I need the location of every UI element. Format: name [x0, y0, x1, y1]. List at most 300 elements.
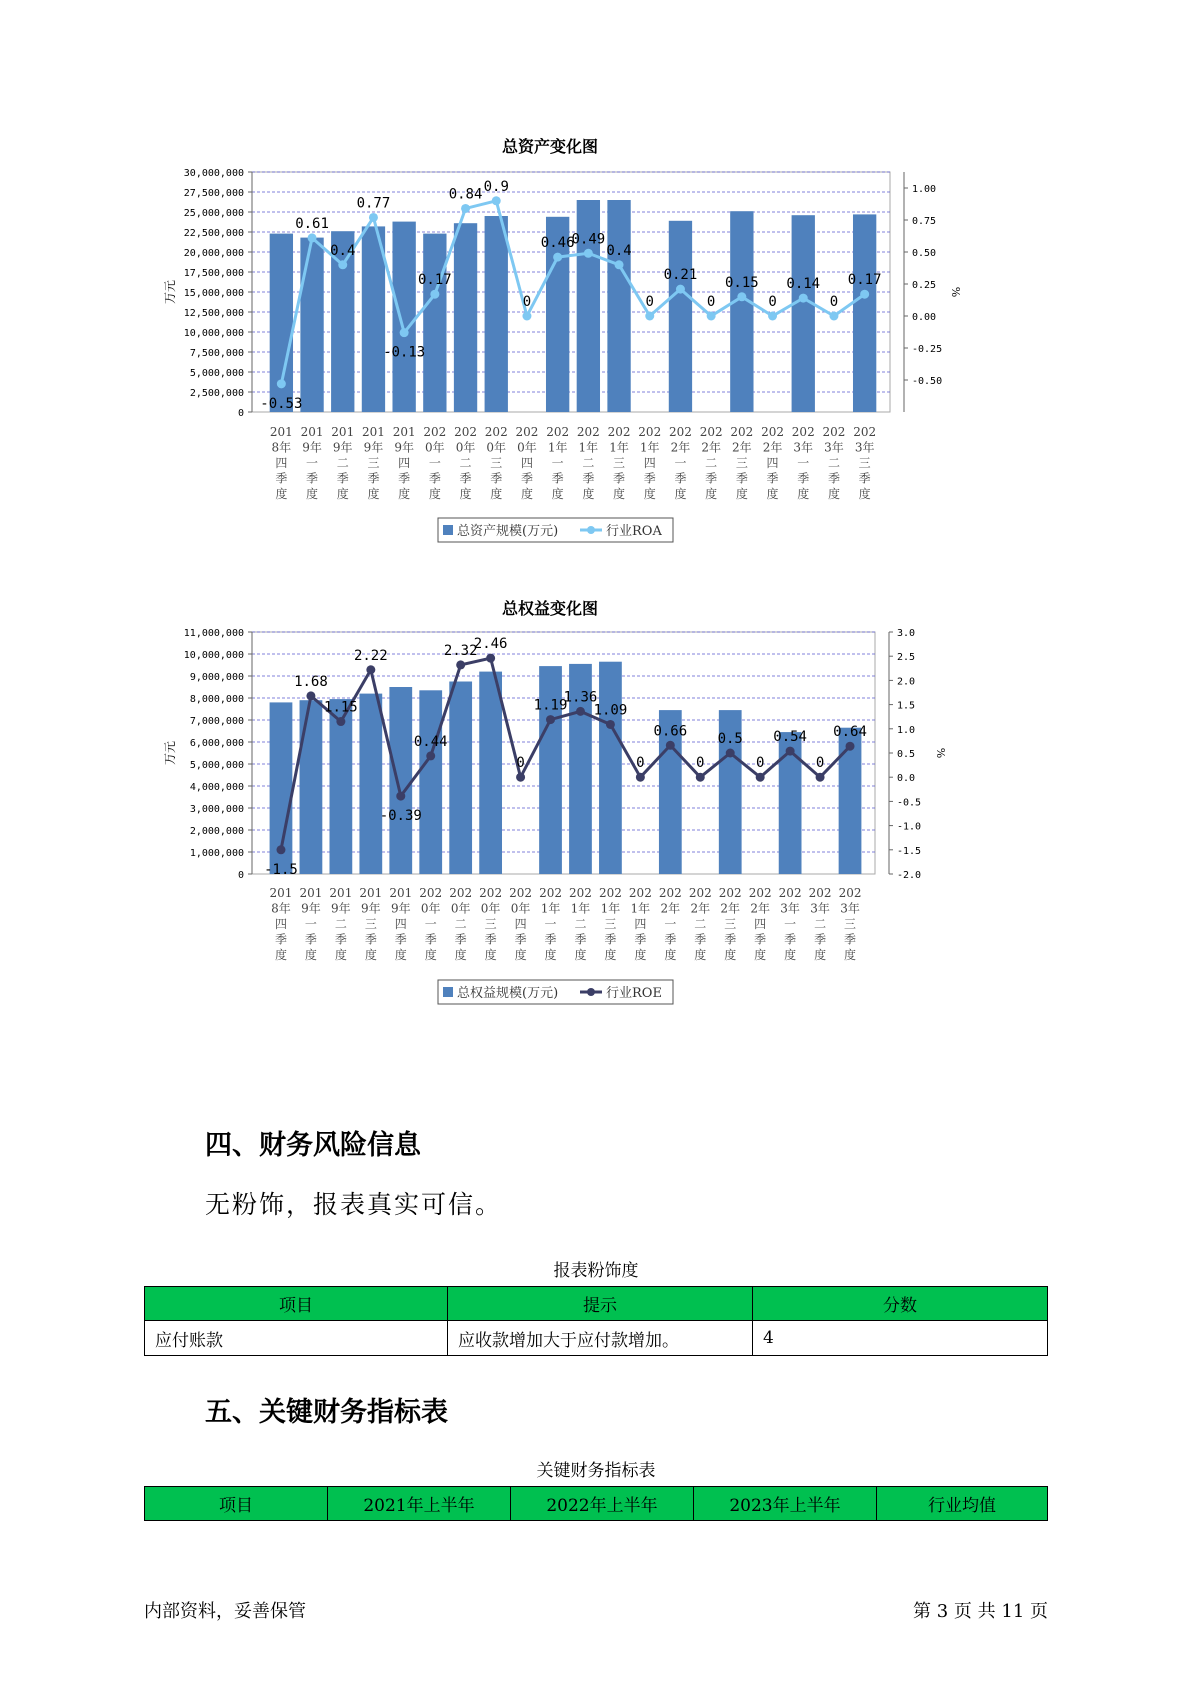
x-tick-label: 三 — [604, 917, 617, 931]
series-point — [516, 773, 525, 782]
x-tick-label: 度 — [724, 948, 737, 962]
data-label: 0 — [645, 294, 654, 310]
x-tick-label: 3年 — [824, 440, 844, 455]
table-header-cell: 项目 — [145, 1287, 448, 1321]
x-tick-label: 201 — [269, 425, 293, 439]
x-tick-label: 度 — [398, 487, 411, 501]
x-tick-label: 度 — [336, 487, 349, 501]
x-tick-label: 度 — [613, 487, 626, 501]
x-tick-label: 度 — [634, 948, 647, 962]
x-tick-label: 2年 — [670, 440, 691, 455]
x-tick-label: 度 — [394, 948, 407, 962]
x-tick-label: 202 — [419, 886, 443, 900]
x-tick-label: 2年 — [660, 901, 681, 916]
y2-tick-label: 2.0 — [897, 676, 916, 688]
series-point — [366, 665, 375, 674]
x-tick-label: 度 — [754, 948, 767, 962]
data-label: 0.66 — [653, 723, 688, 740]
x-tick-label: 202 — [638, 425, 662, 439]
x-tick-label: 季 — [459, 471, 472, 486]
x-tick-label: 季 — [490, 471, 503, 486]
data-label: 0.17 — [417, 272, 452, 289]
footer-page-number: 第 3 页 共 11 页 — [913, 1601, 1048, 1622]
bar — [449, 682, 472, 875]
y-tick-label: 22,500,000 — [183, 228, 244, 239]
x-tick-label: 季 — [364, 932, 377, 947]
y-tick-label: 4,000,000 — [189, 782, 244, 793]
x-tick-label: 度 — [643, 487, 656, 501]
x-tick-label: 度 — [490, 487, 503, 501]
y2-tick-label: -0.50 — [912, 376, 943, 387]
x-tick-label: 二 — [705, 456, 718, 470]
x-tick-label: 0年 — [425, 440, 445, 455]
footer-left: 内部资料，妥善保管 — [144, 1601, 306, 1622]
x-tick-label: 度 — [364, 948, 377, 962]
bar — [599, 662, 622, 874]
x-tick-label: 2年 — [720, 901, 741, 916]
x-tick-label: 202 — [778, 886, 802, 900]
y2-tick-label: 1.0 — [897, 724, 916, 736]
x-tick-label: 度 — [484, 948, 497, 962]
data-label: 0 — [696, 755, 705, 772]
x-tick-label: 3年 — [810, 901, 830, 916]
x-tick-label: 季 — [336, 471, 349, 486]
y-tick-label: 12,500,000 — [183, 308, 244, 319]
x-tick-label: 8年 — [271, 901, 291, 916]
x-tick-label: 0年 — [480, 901, 501, 916]
data-label: 0 — [768, 294, 777, 310]
series-point — [576, 707, 585, 716]
x-tick-label: 四 — [766, 456, 779, 470]
x-tick-label: 季 — [398, 471, 411, 486]
x-tick-label: 202 — [598, 886, 622, 900]
x-tick-label: 二 — [827, 456, 840, 470]
x-tick-label: 202 — [628, 886, 652, 900]
y2-tick-label: -1.5 — [897, 845, 922, 857]
legend-label: 总权益规模(万元) — [457, 986, 559, 1001]
x-tick-label: 202 — [718, 886, 742, 900]
x-tick-label: 季 — [275, 471, 288, 486]
x-tick-label: 一 — [674, 456, 687, 470]
y2-tick-label: -1.0 — [897, 821, 922, 833]
window-dressing-table — [144, 1286, 1048, 1356]
x-tick-label: 度 — [367, 487, 380, 501]
bar — [389, 687, 412, 874]
x-tick-label: 季 — [520, 471, 533, 486]
y-tick-label: 2,000,000 — [189, 826, 244, 837]
data-label: -0.39 — [379, 808, 422, 825]
table-row — [145, 1321, 1048, 1356]
y2-axis-label: % — [949, 286, 962, 298]
x-tick-label: 202 — [484, 425, 508, 439]
y2-tick-label: 0.75 — [912, 216, 937, 227]
x-tick-label: 季 — [304, 932, 317, 947]
x-tick-label: 201 — [331, 425, 355, 439]
y-tick-label: 10,000,000 — [183, 650, 244, 661]
y-tick-label: 7,500,000 — [189, 348, 244, 359]
table-caption: 报表粉饰度 — [553, 1261, 639, 1281]
series-point — [786, 747, 795, 756]
table-cell: 应付账款 — [145, 1321, 448, 1356]
data-label: 1.68 — [294, 673, 328, 690]
x-tick-label: 8年 — [271, 440, 292, 455]
x-tick-label: 度 — [574, 948, 587, 962]
y-tick-label: 7,000,000 — [189, 716, 244, 727]
x-tick-label: 季 — [814, 932, 827, 947]
x-tick-label: 2年 — [701, 440, 721, 455]
y-tick-label: 17,500,000 — [183, 268, 244, 279]
x-tick-label: 二 — [334, 917, 347, 931]
x-tick-label: 度 — [694, 948, 707, 962]
data-label: 0.17 — [847, 272, 882, 289]
x-tick-label: 度 — [814, 948, 827, 962]
x-tick-label: 202 — [569, 886, 592, 900]
x-tick-label: 3年 — [793, 440, 814, 455]
x-tick-label: 9年 — [332, 440, 353, 455]
y-tick-label: 2,500,000 — [189, 388, 244, 399]
y2-tick-label: -2.0 — [897, 870, 922, 881]
y-tick-label: 6,000,000 — [189, 738, 244, 749]
x-tick-label: 季 — [334, 932, 347, 947]
x-tick-label: 0年 — [420, 901, 441, 916]
series-point — [666, 741, 675, 750]
x-tick-label: 202 — [423, 425, 447, 439]
data-label: 2.22 — [353, 647, 388, 664]
legend-swatch-marker — [587, 988, 595, 996]
y2-tick-label: 1.5 — [897, 700, 916, 712]
x-tick-label: 202 — [668, 425, 692, 439]
x-tick-label: 二 — [694, 917, 707, 931]
x-tick-label: 201 — [389, 886, 413, 900]
data-label: 0 — [636, 755, 645, 772]
x-tick-label: 季 — [664, 932, 677, 947]
x-tick-label: 3年 — [780, 901, 800, 916]
chart-title: 总权益变化图 — [501, 599, 598, 618]
x-tick-label: 1年 — [609, 440, 629, 455]
x-tick-label: 季 — [394, 932, 407, 947]
x-tick-label: 二 — [336, 456, 349, 470]
x-tick-label: 0年 — [510, 901, 531, 916]
x-tick-label: 一 — [428, 456, 441, 470]
key-indicators-table — [144, 1486, 1048, 1521]
x-tick-label: 0年 — [455, 440, 476, 455]
y2-tick-label: 3.0 — [897, 628, 916, 639]
data-label: 2.32 — [443, 642, 478, 659]
x-tick-label: 度 — [674, 487, 687, 501]
x-tick-label: 度 — [424, 948, 437, 962]
series-point — [306, 691, 315, 700]
data-label: 0 — [706, 294, 716, 310]
x-tick-label: 季 — [735, 471, 748, 486]
table-header-row — [145, 1487, 1048, 1521]
y-tick-label: 11,000,000 — [183, 628, 244, 639]
x-tick-label: 202 — [509, 886, 533, 900]
data-label: 0.61 — [295, 215, 329, 232]
data-label: 0.4 — [330, 242, 356, 259]
table-cell: 4 — [753, 1321, 1048, 1356]
x-tick-label: 202 — [730, 425, 754, 439]
x-tick-label: 三 — [490, 456, 503, 470]
x-tick-label: 2年 — [690, 901, 711, 916]
y-axis-label: 万元 — [163, 740, 177, 766]
series-point — [546, 715, 555, 724]
x-tick-label: 一 — [797, 456, 810, 470]
x-tick-label: 度 — [514, 948, 527, 962]
x-tick-label: 四 — [275, 456, 288, 470]
x-tick-label: 202 — [822, 425, 846, 439]
x-tick-label: 202 — [449, 886, 473, 900]
series-point — [696, 773, 705, 782]
x-tick-label: 季 — [428, 471, 441, 486]
x-tick-label: 201 — [299, 886, 323, 900]
x-tick-label: 季 — [454, 932, 467, 947]
x-tick-label: 202 — [515, 425, 539, 439]
data-label: -0.53 — [260, 395, 303, 412]
y2-axis-label: % — [934, 747, 947, 759]
x-tick-label: 9年 — [363, 440, 384, 455]
x-tick-label: 202 — [761, 425, 785, 439]
x-tick-label: 三 — [613, 456, 626, 470]
series-point — [606, 720, 615, 729]
x-tick-label: 四 — [394, 917, 407, 931]
x-tick-label: 202 — [838, 886, 862, 900]
legend-label: 总资产规模(万元) — [457, 524, 559, 539]
data-label: 0.5 — [717, 731, 743, 747]
x-tick-label: 四 — [398, 456, 411, 470]
x-tick-label: 202 — [479, 886, 503, 900]
x-tick-label: 季 — [858, 471, 871, 486]
legend-label: 行业ROA — [606, 524, 662, 539]
bar — [419, 690, 442, 874]
data-label: 0.9 — [483, 178, 509, 195]
y2-tick-label: 0.00 — [912, 312, 937, 323]
series-point — [726, 749, 735, 758]
x-tick-label: 0年 — [486, 440, 507, 455]
data-label: 0.4 — [606, 242, 632, 259]
x-tick-label: 度 — [459, 487, 472, 501]
x-tick-label: 三 — [735, 456, 748, 470]
x-tick-label: 度 — [858, 487, 871, 501]
x-tick-label: 季 — [634, 932, 647, 947]
x-tick-label: 三 — [367, 456, 380, 470]
x-tick-label: 201 — [329, 886, 353, 900]
x-tick-label: 季 — [574, 932, 587, 947]
series-point — [276, 845, 285, 854]
x-tick-label: 季 — [694, 932, 707, 947]
data-label: 0.77 — [356, 195, 391, 212]
y-tick-label: 25,000,000 — [183, 208, 244, 219]
x-tick-label: 度 — [428, 487, 441, 501]
y-tick-label: 0 — [237, 870, 244, 881]
y2-tick-label: 0.25 — [912, 280, 937, 291]
x-tick-label: 四 — [634, 917, 647, 931]
data-label: 1.36 — [563, 689, 598, 706]
data-label: 0 — [755, 755, 765, 772]
y-tick-label: 30,000,000 — [183, 168, 244, 179]
x-tick-label: 9年 — [390, 901, 411, 916]
x-tick-label: 201 — [392, 425, 416, 439]
x-tick-label: 0年 — [517, 440, 537, 455]
x-tick-label: 季 — [484, 932, 497, 947]
x-tick-label: 季 — [613, 471, 626, 486]
series-point — [636, 773, 645, 782]
x-tick-label: 1年 — [570, 901, 591, 916]
x-tick-label: 季 — [514, 932, 527, 947]
x-tick-label: 四 — [514, 917, 527, 931]
x-tick-label: 202 — [791, 425, 815, 439]
x-tick-label: 度 — [582, 487, 595, 501]
y-tick-label: 9,000,000 — [189, 672, 244, 683]
data-label: 0.21 — [663, 267, 698, 284]
bar — [479, 672, 502, 874]
series-point — [426, 751, 435, 760]
y-tick-label: 5,000,000 — [189, 760, 244, 771]
x-tick-label: 201 — [361, 425, 385, 439]
x-tick-label: 一 — [306, 456, 319, 470]
x-tick-label: 202 — [748, 886, 772, 900]
data-label: 0 — [829, 294, 839, 310]
x-tick-label: 度 — [766, 487, 779, 501]
x-tick-label: 一 — [551, 456, 564, 470]
section-heading-risk: 四、财务风险信息 — [205, 1130, 421, 1161]
x-tick-label: 季 — [551, 471, 564, 486]
x-tick-label: 季 — [766, 471, 779, 486]
x-tick-label: 季 — [724, 932, 737, 947]
x-tick-label: 9年 — [331, 901, 351, 916]
data-label: -0.13 — [383, 344, 426, 361]
y-tick-label: 5,000,000 — [189, 368, 244, 379]
x-tick-label: 202 — [688, 886, 712, 900]
x-tick-label: 202 — [576, 425, 600, 439]
data-label: -1.5 — [264, 861, 298, 878]
data-label: 1.15 — [324, 699, 358, 716]
table-header-row — [145, 1287, 1048, 1321]
x-tick-label: 度 — [304, 948, 317, 962]
x-tick-label: 三 — [724, 917, 737, 931]
x-tick-label: 季 — [827, 471, 840, 486]
x-tick-label: 0年 — [450, 901, 471, 916]
section-heading-key-indicators: 五、关键财务指标表 — [205, 1397, 448, 1428]
x-tick-label: 季 — [797, 471, 810, 486]
x-tick-label: 1年 — [578, 440, 599, 455]
data-label: 1.09 — [593, 702, 628, 719]
x-tick-label: 2年 — [732, 440, 752, 455]
x-tick-label: 1年 — [540, 901, 561, 916]
x-tick-label: 三 — [844, 917, 857, 931]
y-axis-label: 万元 — [163, 279, 177, 305]
x-tick-label: 度 — [544, 948, 557, 962]
x-tick-label: 度 — [705, 487, 718, 501]
data-label: 0.54 — [773, 729, 807, 746]
x-tick-label: 2年 — [750, 901, 770, 916]
total-equity-chart-svg — [150, 0, 950, 1030]
y2-tick-label: 0.50 — [912, 248, 937, 259]
data-label: 0.44 — [413, 733, 448, 750]
x-tick-label: 一 — [784, 917, 797, 931]
table-header-cell: 提示 — [448, 1287, 753, 1321]
x-tick-label: 9年 — [301, 901, 321, 916]
x-tick-label: 二 — [574, 917, 587, 931]
legend-label: 行业ROE — [606, 986, 662, 1001]
x-tick-label: 四 — [520, 456, 533, 470]
x-tick-label: 度 — [551, 487, 564, 501]
x-tick-label: 一 — [664, 917, 677, 931]
series-point — [816, 773, 825, 782]
x-tick-label: 季 — [306, 471, 319, 486]
x-tick-label: 9年 — [302, 440, 322, 455]
data-label: 1.19 — [533, 697, 568, 714]
x-tick-label: 度 — [520, 487, 533, 501]
table-header-cell: 2021年上半年 — [328, 1487, 511, 1521]
x-tick-label: 季 — [674, 471, 687, 486]
x-tick-label: 3年 — [854, 440, 875, 455]
data-label: 0 — [516, 755, 525, 772]
bar — [300, 700, 323, 874]
x-tick-label: 202 — [607, 425, 631, 439]
risk-summary-text: 无粉饰，报表真实可信。 — [205, 1190, 503, 1219]
x-tick-label: 三 — [484, 917, 497, 931]
x-tick-label: 3年 — [840, 901, 860, 916]
x-tick-label: 201 — [359, 886, 383, 900]
x-tick-label: 季 — [582, 471, 595, 486]
x-tick-label: 201 — [300, 425, 324, 439]
x-tick-label: 季 — [274, 932, 287, 947]
series-point — [756, 773, 765, 782]
data-label: 0.49 — [571, 231, 606, 248]
data-label: 0 — [815, 755, 825, 772]
x-tick-label: 度 — [844, 948, 857, 962]
x-tick-label: 度 — [274, 948, 287, 962]
series-point — [396, 792, 405, 801]
y2-tick-label: -0.5 — [897, 797, 922, 809]
x-tick-label: 1年 — [547, 440, 568, 455]
x-tick-label: 1年 — [630, 901, 651, 916]
x-tick-label: 202 — [808, 886, 832, 900]
x-tick-label: 202 — [853, 425, 877, 439]
y-tick-label: 10,000,000 — [183, 328, 244, 339]
x-tick-label: 201 — [269, 886, 293, 900]
x-tick-label: 度 — [827, 487, 840, 501]
x-tick-label: 202 — [658, 886, 682, 900]
chart-title: 总资产变化图 — [501, 137, 598, 156]
x-tick-label: 度 — [334, 948, 347, 962]
y2-tick-label: 0.0 — [897, 773, 916, 785]
x-tick-label: 1年 — [639, 440, 660, 455]
x-tick-label: 二 — [814, 917, 827, 931]
y-tick-label: 1,000,000 — [189, 848, 244, 859]
table-cell: 应收款增加大于应付款增加。 — [448, 1321, 753, 1356]
x-tick-label: 四 — [643, 456, 656, 470]
x-tick-label: 季 — [367, 471, 380, 486]
table-header-cell: 行业均值 — [877, 1487, 1048, 1521]
x-tick-label: 202 — [539, 886, 562, 900]
x-tick-label: 季 — [544, 932, 557, 947]
table-header-cell: 2022年上半年 — [511, 1487, 694, 1521]
x-tick-label: 度 — [275, 487, 288, 501]
x-tick-label: 度 — [797, 487, 810, 501]
x-tick-label: 一 — [304, 917, 317, 931]
x-tick-label: 二 — [459, 456, 472, 470]
x-tick-label: 度 — [454, 948, 467, 962]
x-tick-label: 季 — [604, 932, 617, 947]
series-point — [486, 654, 495, 663]
x-tick-label: 三 — [858, 456, 871, 470]
x-tick-label: 二 — [454, 917, 467, 931]
x-tick-label: 度 — [735, 487, 748, 501]
data-label: 0.64 — [833, 724, 867, 741]
x-tick-label: 9年 — [361, 901, 381, 916]
y2-tick-label: 1.00 — [912, 184, 937, 195]
